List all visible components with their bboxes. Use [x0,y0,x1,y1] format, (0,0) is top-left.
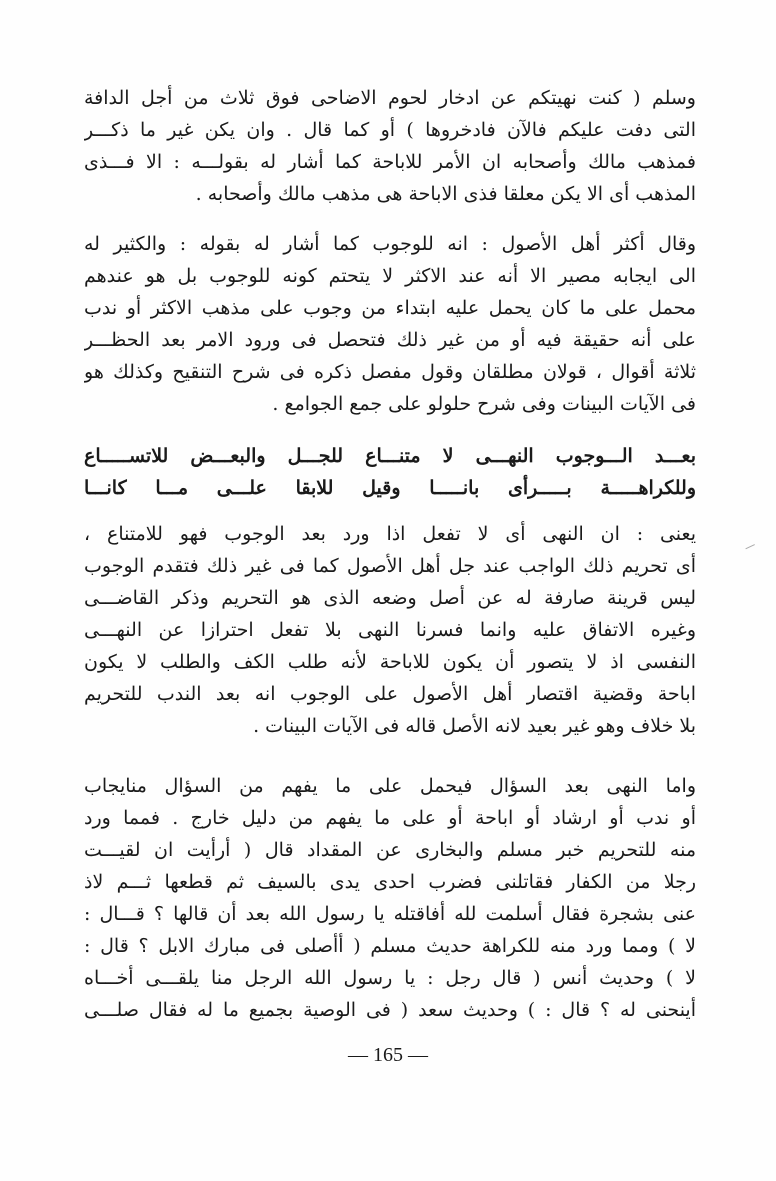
paragraph-spacer [84,210,696,228]
verse-line: وللكراهـــــة بـــــرأى بانـــــا وقيل للابقا علـــى مـــا كانـــا [84,477,696,499]
text-line: منه للتحريم خبر مسلم والبخارى عن المقداد قال ( أرأيت ان لقيـــت [84,839,696,861]
text-line: النفسى اذ لا يتصور أن يكون للاباحة لأنه طلب الكف والطلب لا يكون [84,651,696,673]
text-line: واما النهى بعد السؤال فيحمل على ما يفهم من السؤال منايجاب [84,775,696,797]
page-body [84,82,696,1026]
page-number: — 165 — [348,1044,428,1066]
margin-mark [745,544,756,553]
text-line: لا ) ومما ورد منه للكراهة حديث مسلم ( أأصلى فى مبارك الابل ؟ قال : [84,935,696,957]
text-line: أو ندب أو ارشاد أو اباحة أو على ما يفهم من دليل خارج . فمما ورد [84,807,696,829]
text-line: وسلم ( كنت نهيتكم عن ادخار لحوم الاضاحى فوق ثلاث من أجل الدافة [84,87,696,109]
text-line: بلا خلاف وهو غير بعيد لانه الأصل قاله فى الآيات البينات . [253,715,696,737]
paragraph-2 [84,228,696,420]
text-line: لا ) وحديث أنس ( قال رجل : يا رسول الله الرجل منا يلقـــى أخـــاه [84,967,696,989]
text-line: يعنى : ان النهى أى لا تفعل اذا ورد بعد الوجوب فهو للامتناع ، [84,523,696,545]
text-line: أى تحريم ذلك الواجب عند جل أهل الأصول كما فى غير ذلك فتقدم الوجوب [84,555,696,577]
text-line: التى دفت عليكم فالآن فادخروها ) أو كما قال . وان يكن غير ما ذكـــر [84,119,696,141]
text-line: فى الآيات البينات وفى شرح حلولو على جمع الجوامع . [272,393,696,415]
paragraph-spacer [84,504,696,518]
paragraph-3 [84,518,696,742]
text-line: ليس قرينة صارفة له عن أصل وضعه الذى هو التحريم وذكر القاضـــى [84,587,696,609]
paragraph-1 [84,82,696,210]
paragraph-4 [84,770,696,1026]
paragraph-spacer [84,420,696,440]
text-line: فمذهب مالك وأصحابه ان الأمر للاباحة كما أشار له بقولـــه : الا فـــذى [84,151,696,173]
text-line: أينحنى له ؟ قال : ) وحديث سعد ( فى الوصية بجميع ما له فقال صلـــى [84,999,696,1021]
paragraph-spacer [84,742,696,770]
text-line: وغيره الاتفاق عليه وانما فسرنا النهى بلا تفعل احترازا عن النهـــى [84,619,696,641]
verse-line: بعـــد الـــوجوب النهـــى لا متنـــاع للجـــل والبعـــض للاتســـــاع [84,445,696,467]
verse-block [84,440,696,504]
text-line: اباحة وقضية اقتصار أهل الأصول على الوجوب انه بعد الندب للتحريم [84,683,696,705]
text-line: الى ايجابه مصير الا أنه عند الاكثر لا يتحتم كونه للوجوب بل هو عندهم [84,265,696,287]
text-line: على أنه حقيقة فيه أو من غير ذلك فتحصل فى ورود الامر بعد الحظـــر [84,329,696,351]
text-line: عنى بشجرة فقال أسلمت لله أفاقتله يا رسول الله بعد أن قالها ؟ قـــال : [84,903,696,925]
text-line: ثلاثة أقوال ، قولان مطلقان وقول مفصل ذكره فى شرح التنقيح وكذلك هو [84,361,696,383]
text-line: المذهب أى الا يكن معلقا فذى الاباحة هى مذهب مالك وأصحابه . [195,183,696,205]
text-line: رجلا من الكفار فقاتلنى فضرب احدى يدى بالسيف ثم قطعها ثـــم لاذ [84,871,696,893]
text-line: محمل على ما كان يحمل عليه ابتداء من وجوب على مذهب الاكثر أو ندب [84,297,696,319]
text-line: وقال أكثر أهل الأصول : انه للوجوب كما أشار له بقوله : والكثير له [84,233,696,255]
